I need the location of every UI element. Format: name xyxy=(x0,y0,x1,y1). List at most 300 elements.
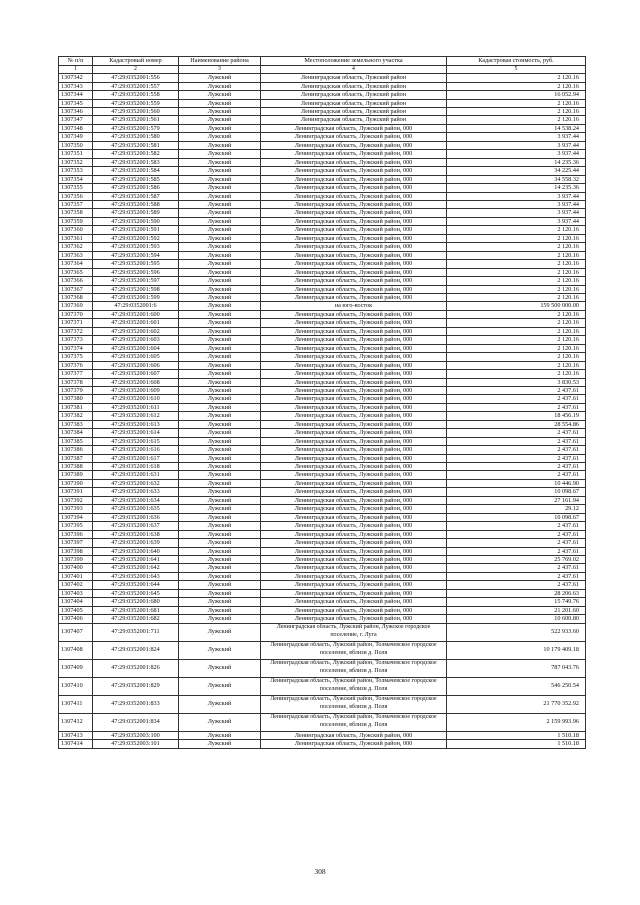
cadastral-value: 2 120.16 xyxy=(447,327,586,335)
district-name: Лужский xyxy=(179,530,261,538)
location: Ленинградская область, Лужский район, 000 xyxy=(261,124,447,132)
header-number-2: 2 xyxy=(93,65,179,74)
cadastral-value: 2 437.61 xyxy=(447,463,586,471)
cadastral-value: 2 437.61 xyxy=(447,530,586,538)
row-index: 1307385 xyxy=(59,437,93,445)
location: Ленинградская область, Лужский район, 000 xyxy=(261,133,447,141)
district-name: Лужский xyxy=(179,302,261,310)
table-header xyxy=(59,57,586,74)
location: Ленинградская область, Лужский район, 000 xyxy=(261,336,447,344)
row-index: 1307400 xyxy=(59,564,93,572)
district-name: Лужский xyxy=(179,606,261,614)
cadastral-value: 2 437.61 xyxy=(447,547,586,555)
cadastral-number: 47:29:0352001:581 xyxy=(93,141,179,149)
table-row xyxy=(59,158,586,166)
location: Ленинградская область, Лужский район, 000 xyxy=(261,598,447,606)
table-row xyxy=(59,420,586,428)
cadastral-value: 2 437.61 xyxy=(447,539,586,547)
cadastral-value: 2 437.61 xyxy=(447,471,586,479)
row-index: 1307350 xyxy=(59,141,93,149)
row-index: 1307392 xyxy=(59,496,93,504)
cadastral-number: 47:29:0352001:596 xyxy=(93,268,179,276)
row-index: 1307354 xyxy=(59,175,93,183)
cadastral-number: 47:29:0352001:613 xyxy=(93,420,179,428)
cadastral-value: 2 120.16 xyxy=(447,251,586,259)
district-name: Лужский xyxy=(179,200,261,208)
row-index: 1307388 xyxy=(59,463,93,471)
district-name: Лужский xyxy=(179,336,261,344)
location: Ленинградская область, Лужский район, 000 xyxy=(261,564,447,572)
cadastral-value: 10 098.67 xyxy=(447,488,586,496)
location: Ленинградская область, Лужский район, Лужское городское поселение, г. Луга xyxy=(261,623,447,641)
table-row xyxy=(59,310,586,318)
district-name: Лужский xyxy=(179,260,261,268)
table-row xyxy=(59,167,586,175)
row-index: 1307382 xyxy=(59,412,93,420)
location: Ленинградская область, Лужский район, 000 xyxy=(261,522,447,530)
table-row xyxy=(59,572,586,580)
district-name: Лужский xyxy=(179,91,261,99)
cadastral-number: 47:29:0352001:612 xyxy=(93,412,179,420)
district-name: Лужский xyxy=(179,251,261,259)
row-index: 1307399 xyxy=(59,556,93,564)
cadastral-value-table xyxy=(58,56,586,749)
table-row xyxy=(59,277,586,285)
location: Ленинградская область, Лужский район, 000 xyxy=(261,158,447,166)
cadastral-number: 47:29:0352001:644 xyxy=(93,581,179,589)
location: Ленинградская область, Лужский район xyxy=(261,108,447,116)
cadastral-value: 2 437.61 xyxy=(447,403,586,411)
table-row xyxy=(59,327,586,335)
location: Ленинградская область, Лужский район, 000 xyxy=(261,606,447,614)
district-name: Лужский xyxy=(179,420,261,428)
cadastral-value: 2 120.16 xyxy=(447,293,586,301)
district-name: Лужский xyxy=(179,522,261,530)
district-name: Лужский xyxy=(179,150,261,158)
cadastral-number: 47:29:0352001:609 xyxy=(93,386,179,394)
table-row xyxy=(59,488,586,496)
cadastral-number: 47:29:0352001:617 xyxy=(93,454,179,462)
cadastral-number: 47:29:0352001:557 xyxy=(93,82,179,90)
location: Ленинградская область, Лужский район, 000 xyxy=(261,243,447,251)
row-index: 1307393 xyxy=(59,505,93,513)
table-row xyxy=(59,124,586,132)
cadastral-value: 2 159 993.96 xyxy=(447,713,586,731)
cadastral-number: 47:29:0352001:824 xyxy=(93,641,179,659)
cadastral-number: 47:29:0352001:599 xyxy=(93,293,179,301)
district-name: Лужский xyxy=(179,277,261,285)
row-index: 1307370 xyxy=(59,310,93,318)
header-number-3: 3 xyxy=(179,65,261,74)
row-index: 1307377 xyxy=(59,370,93,378)
location: Ленинградская область, Лужский район, 000 xyxy=(261,496,447,504)
row-index: 1307381 xyxy=(59,403,93,411)
cadastral-value: 3 937.44 xyxy=(447,209,586,217)
location: Ленинградская область, Лужский район, 000 xyxy=(261,556,447,564)
location: Ленинградская область, Лужский район, 000 xyxy=(261,226,447,234)
cadastral-value: 2 437.61 xyxy=(447,437,586,445)
district-name: Лужский xyxy=(179,74,261,82)
district-name: Лужский xyxy=(179,395,261,403)
location: Ленинградская область, Лужский район, 000 xyxy=(261,310,447,318)
cadastral-number: 47:29:0352001:643 xyxy=(93,572,179,580)
table-row xyxy=(59,496,586,504)
cadastral-value: 2 437.61 xyxy=(447,454,586,462)
table-row xyxy=(59,695,586,713)
location: Ленинградская область, Лужский район, 000 xyxy=(261,260,447,268)
cadastral-number: 47:29:0352003:101 xyxy=(93,740,179,748)
row-index: 1307376 xyxy=(59,361,93,369)
cadastral-number: 47:29:0352001:585 xyxy=(93,175,179,183)
cadastral-number: 47:29:0352001:584 xyxy=(93,167,179,175)
row-index: 1307358 xyxy=(59,209,93,217)
cadastral-number: 47:29:0352001:633 xyxy=(93,488,179,496)
row-index: 1307394 xyxy=(59,513,93,521)
row-index: 1307374 xyxy=(59,344,93,352)
table-row xyxy=(59,598,586,606)
row-index: 1307351 xyxy=(59,150,93,158)
cadastral-value: 2 120.16 xyxy=(447,108,586,116)
district-name: Лужский xyxy=(179,167,261,175)
district-name: Лужский xyxy=(179,556,261,564)
table-row xyxy=(59,641,586,659)
row-index: 1307357 xyxy=(59,200,93,208)
table-row xyxy=(59,293,586,301)
district-name: Лужский xyxy=(179,403,261,411)
district-name: Лужский xyxy=(179,589,261,597)
table-row xyxy=(59,150,586,158)
location: Ленинградская область, Лужский район, 000 xyxy=(261,412,447,420)
table-row xyxy=(59,260,586,268)
location: Ленинградская область, Лужский район, 000 xyxy=(261,446,447,454)
location: Ленинградская область, Лужский район, 000 xyxy=(261,572,447,580)
cadastral-number: 47:29:0352001:606 xyxy=(93,361,179,369)
row-index: 1307410 xyxy=(59,677,93,695)
cadastral-value: 546 250.54 xyxy=(447,677,586,695)
row-index: 1307344 xyxy=(59,91,93,99)
location: Ленинградская область, Лужский район, 000 xyxy=(261,403,447,411)
table-row xyxy=(59,99,586,107)
table-row xyxy=(59,386,586,394)
district-name: Лужский xyxy=(179,446,261,454)
location: Ленинградская область, Лужский район, 000 xyxy=(261,731,447,739)
cadastral-value: 2 120.16 xyxy=(447,361,586,369)
table-row xyxy=(59,659,586,677)
table-row xyxy=(59,446,586,454)
table-row xyxy=(59,226,586,234)
cadastral-number: 47:29:0352001:604 xyxy=(93,344,179,352)
cadastral-number: 47:29:0352001:587 xyxy=(93,192,179,200)
table-row xyxy=(59,336,586,344)
table-row xyxy=(59,234,586,242)
table-row xyxy=(59,479,586,487)
table-row xyxy=(59,217,586,225)
row-index: 1307361 xyxy=(59,234,93,242)
district-name: Лужский xyxy=(179,623,261,641)
row-index: 1307384 xyxy=(59,429,93,437)
district-name: Лужский xyxy=(179,124,261,132)
cadastral-number: 47:29:0352001:586 xyxy=(93,184,179,192)
district-name: Лужский xyxy=(179,133,261,141)
cadastral-value: 29.12 xyxy=(447,505,586,513)
cadastral-value: 2 120.16 xyxy=(447,336,586,344)
table-row xyxy=(59,192,586,200)
cadastral-number: 47:29:0352001:598 xyxy=(93,285,179,293)
location: Ленинградская область, Лужский район, 000 xyxy=(261,370,447,378)
table-row xyxy=(59,209,586,217)
location: Ленинградская область, Лужский район, 000 xyxy=(261,740,447,748)
cadastral-number: 47:29:0352001:605 xyxy=(93,353,179,361)
district-name: Лужский xyxy=(179,505,261,513)
table-row xyxy=(59,378,586,386)
location: Ленинградская область, Лужский район, 000 xyxy=(261,251,447,259)
district-name: Лужский xyxy=(179,175,261,183)
row-index: 1307379 xyxy=(59,386,93,394)
district-name: Лужский xyxy=(179,116,261,124)
district-name: Лужский xyxy=(179,454,261,462)
district-name: Лужский xyxy=(179,386,261,394)
cadastral-value: 14 235.36 xyxy=(447,158,586,166)
cadastral-number: 47:29:0352001:595 xyxy=(93,260,179,268)
row-index: 1307380 xyxy=(59,395,93,403)
table-row xyxy=(59,530,586,538)
row-index: 1307386 xyxy=(59,446,93,454)
row-index: 1307360 xyxy=(59,226,93,234)
cadastral-number: 47:29:0352001:641 xyxy=(93,556,179,564)
district-name: Лужский xyxy=(179,192,261,200)
cadastral-number: 47:29:0352001:580 xyxy=(93,133,179,141)
row-index: 1307414 xyxy=(59,740,93,748)
location: Ленинградская область, Лужский район, 000 xyxy=(261,539,447,547)
location: на юго-восток xyxy=(261,302,447,310)
location: Ленинградская область, Лужский район, 000 xyxy=(261,184,447,192)
location: Ленинградская область, Лужский район, 000 xyxy=(261,150,447,158)
row-index: 1307373 xyxy=(59,336,93,344)
cadastral-number: 47:29:0352001:558 xyxy=(93,91,179,99)
district-name: Лужский xyxy=(179,268,261,276)
district-name: Лужский xyxy=(179,412,261,420)
row-index: 1307353 xyxy=(59,167,93,175)
location: Ленинградская область, Лужский район, 000 xyxy=(261,361,447,369)
cadastral-number: 47:29:0352001:560 xyxy=(93,108,179,116)
cadastral-number: 47:29:0352001:561 xyxy=(93,116,179,124)
cadastral-number: 47:29:0352001:638 xyxy=(93,530,179,538)
row-index: 1307352 xyxy=(59,158,93,166)
cadastral-number: 47:29:0352001:635 xyxy=(93,505,179,513)
cadastral-number: 47:29:0352001:833 xyxy=(93,695,179,713)
district-name: Лужский xyxy=(179,234,261,242)
district-name: Лужский xyxy=(179,479,261,487)
table-row xyxy=(59,471,586,479)
row-index: 1307403 xyxy=(59,589,93,597)
cadastral-value: 21 201.60 xyxy=(447,606,586,614)
cadastral-value: 2 120.16 xyxy=(447,319,586,327)
cadastral-number: 47:29:0352001:582 xyxy=(93,150,179,158)
location: Ленинградская область, Лужский район, 000 xyxy=(261,353,447,361)
cadastral-value: 522 933.60 xyxy=(447,623,586,641)
district-name: Лужский xyxy=(179,285,261,293)
cadastral-value: 2 120.16 xyxy=(447,234,586,242)
district-name: Лужский xyxy=(179,564,261,572)
table-row xyxy=(59,108,586,116)
table-row xyxy=(59,437,586,445)
location: Ленинградская область, Лужский район, 000 xyxy=(261,615,447,623)
cadastral-value: 15 749.76 xyxy=(447,598,586,606)
table-row xyxy=(59,615,586,623)
cadastral-value: 2 437.61 xyxy=(447,564,586,572)
cadastral-value: 14 538.24 xyxy=(447,124,586,132)
cadastral-value: 2 437.61 xyxy=(447,386,586,394)
row-index: 1307395 xyxy=(59,522,93,530)
table-row xyxy=(59,713,586,731)
location: Ленинградская область, Лужский район, 000 xyxy=(261,437,447,445)
cadastral-number: 47:29:0352001:559 xyxy=(93,99,179,107)
row-index: 1307408 xyxy=(59,641,93,659)
cadastral-value: 2 120.16 xyxy=(447,370,586,378)
cadastral-number: 47:29:0352001:607 xyxy=(93,370,179,378)
header-cadastral-value: Кадастровая стоимость, руб. xyxy=(447,57,586,66)
table-row xyxy=(59,74,586,82)
cadastral-number: 47:29:0352001:632 xyxy=(93,479,179,487)
row-index: 1307407 xyxy=(59,623,93,641)
location: Ленинградская область, Лужский район, 000 xyxy=(261,429,447,437)
cadastral-number: 47:29:0352001:593 xyxy=(93,243,179,251)
cadastral-number: 47:29:0352001:639 xyxy=(93,539,179,547)
district-name: Лужский xyxy=(179,327,261,335)
cadastral-number: 47:29:0352003:100 xyxy=(93,731,179,739)
row-index: 1307365 xyxy=(59,268,93,276)
table-row xyxy=(59,133,586,141)
location: Ленинградская область, Лужский район, 000 xyxy=(261,192,447,200)
district-name: Лужский xyxy=(179,496,261,504)
cadastral-value: 2 120.16 xyxy=(447,285,586,293)
location: Ленинградская область, Лужский район, 000 xyxy=(261,319,447,327)
district-name: Лужский xyxy=(179,463,261,471)
cadastral-number: 47:29:0352001:608 xyxy=(93,378,179,386)
cadastral-number: 47:29:0352001:590 xyxy=(93,217,179,225)
table-row xyxy=(59,522,586,530)
cadastral-value: 27 161.94 xyxy=(447,496,586,504)
district-name: Лужский xyxy=(179,99,261,107)
table-row xyxy=(59,539,586,547)
cadastral-value: 28 554.86 xyxy=(447,420,586,428)
table-row xyxy=(59,429,586,437)
district-name: Лужский xyxy=(179,598,261,606)
cadastral-number: 47:29:0352001:711 xyxy=(93,623,179,641)
cadastral-number: 47:29:0352001:631 xyxy=(93,471,179,479)
district-name: Лужский xyxy=(179,429,261,437)
row-index: 1307411 xyxy=(59,695,93,713)
cadastral-value: 10 098.67 xyxy=(447,513,586,521)
cadastral-number: 47:29:0352001:834 xyxy=(93,713,179,731)
location: Ленинградская область, Лужский район, 000 xyxy=(261,488,447,496)
header-index: № п/п xyxy=(59,57,93,66)
location: Ленинградская область, Лужский район, 000 xyxy=(261,547,447,555)
cadastral-number: 47:29:0352001:616 xyxy=(93,446,179,454)
cadastral-number: 47:29:0352001:601 xyxy=(93,319,179,327)
cadastral-value: 1 510.18 xyxy=(447,731,586,739)
location: Ленинградская область, Лужский район, 000 xyxy=(261,327,447,335)
district-name: Лужский xyxy=(179,378,261,386)
row-index: 1307383 xyxy=(59,420,93,428)
table-row xyxy=(59,677,586,695)
district-name: Лужский xyxy=(179,547,261,555)
location: Ленинградская область, Лужский район, 000 xyxy=(261,386,447,394)
location: Ленинградская область, Лужский район, 000 xyxy=(261,513,447,521)
header-number-row xyxy=(59,65,586,74)
header-number-5: 5 xyxy=(447,65,586,74)
district-name: Лужский xyxy=(179,488,261,496)
row-index: 1307391 xyxy=(59,488,93,496)
cadastral-value: 2 120.16 xyxy=(447,82,586,90)
table-row xyxy=(59,141,586,149)
row-index: 1307378 xyxy=(59,378,93,386)
row-index: 1307398 xyxy=(59,547,93,555)
cadastral-value: 3 937.44 xyxy=(447,192,586,200)
district-name: Лужский xyxy=(179,158,261,166)
cadastral-value: 2 120.16 xyxy=(447,74,586,82)
cadastral-number: 47:29:0352001:583 xyxy=(93,158,179,166)
district-name: Лужский xyxy=(179,539,261,547)
row-index: 1307396 xyxy=(59,530,93,538)
district-name: Лужский xyxy=(179,82,261,90)
location: Ленинградская область, Лужский район xyxy=(261,91,447,99)
cadastral-number: 47:29:0352001:556 xyxy=(93,74,179,82)
district-name: Лужский xyxy=(179,293,261,301)
cadastral-value: 2 120.16 xyxy=(447,277,586,285)
cadastral-value: 3 937.44 xyxy=(447,217,586,225)
header-district: Наименование района xyxy=(179,57,261,66)
row-index: 1307389 xyxy=(59,471,93,479)
location: Ленинградская область, Лужский район xyxy=(261,116,447,124)
district-name: Лужский xyxy=(179,731,261,739)
header-number-4: 4 xyxy=(261,65,447,74)
cadastral-number: 47:29:0352001:588 xyxy=(93,200,179,208)
table-row xyxy=(59,344,586,352)
cadastral-value: 2 120.16 xyxy=(447,116,586,124)
row-index: 1307406 xyxy=(59,615,93,623)
cadastral-number: 47:29:0352001:640 xyxy=(93,547,179,555)
district-name: Лужский xyxy=(179,641,261,659)
row-index: 1307372 xyxy=(59,327,93,335)
cadastral-number: 47:29:0352001:600 xyxy=(93,310,179,318)
location: Ленинградская область, Лужский район, 000 xyxy=(261,285,447,293)
cadastral-value: 2 120.16 xyxy=(447,260,586,268)
location: Ленинградская область, Лужский район, 000 xyxy=(261,395,447,403)
table-row xyxy=(59,319,586,327)
location: Ленинградская область, Лужский район, 000 xyxy=(261,479,447,487)
row-index: 1307359 xyxy=(59,217,93,225)
row-index: 1307343 xyxy=(59,82,93,90)
district-name: Лужский xyxy=(179,572,261,580)
table-row xyxy=(59,268,586,276)
district-name: Лужский xyxy=(179,217,261,225)
cadastral-number: 47:29:0352001:634 xyxy=(93,496,179,504)
district-name: Лужский xyxy=(179,581,261,589)
district-name: Лужский xyxy=(179,513,261,521)
district-name: Лужский xyxy=(179,108,261,116)
table-row xyxy=(59,564,586,572)
district-name: Лужский xyxy=(179,713,261,731)
table-row xyxy=(59,116,586,124)
district-name: Лужский xyxy=(179,243,261,251)
cadastral-value: 2 120.16 xyxy=(447,353,586,361)
cadastral-number: 47:29:0352001:681 xyxy=(93,606,179,614)
table-row xyxy=(59,91,586,99)
cadastral-number: 47:29:0352001:682 xyxy=(93,615,179,623)
location: Ленинградская область, Лужский район, 000 xyxy=(261,167,447,175)
cadastral-value: 2 120.16 xyxy=(447,99,586,107)
